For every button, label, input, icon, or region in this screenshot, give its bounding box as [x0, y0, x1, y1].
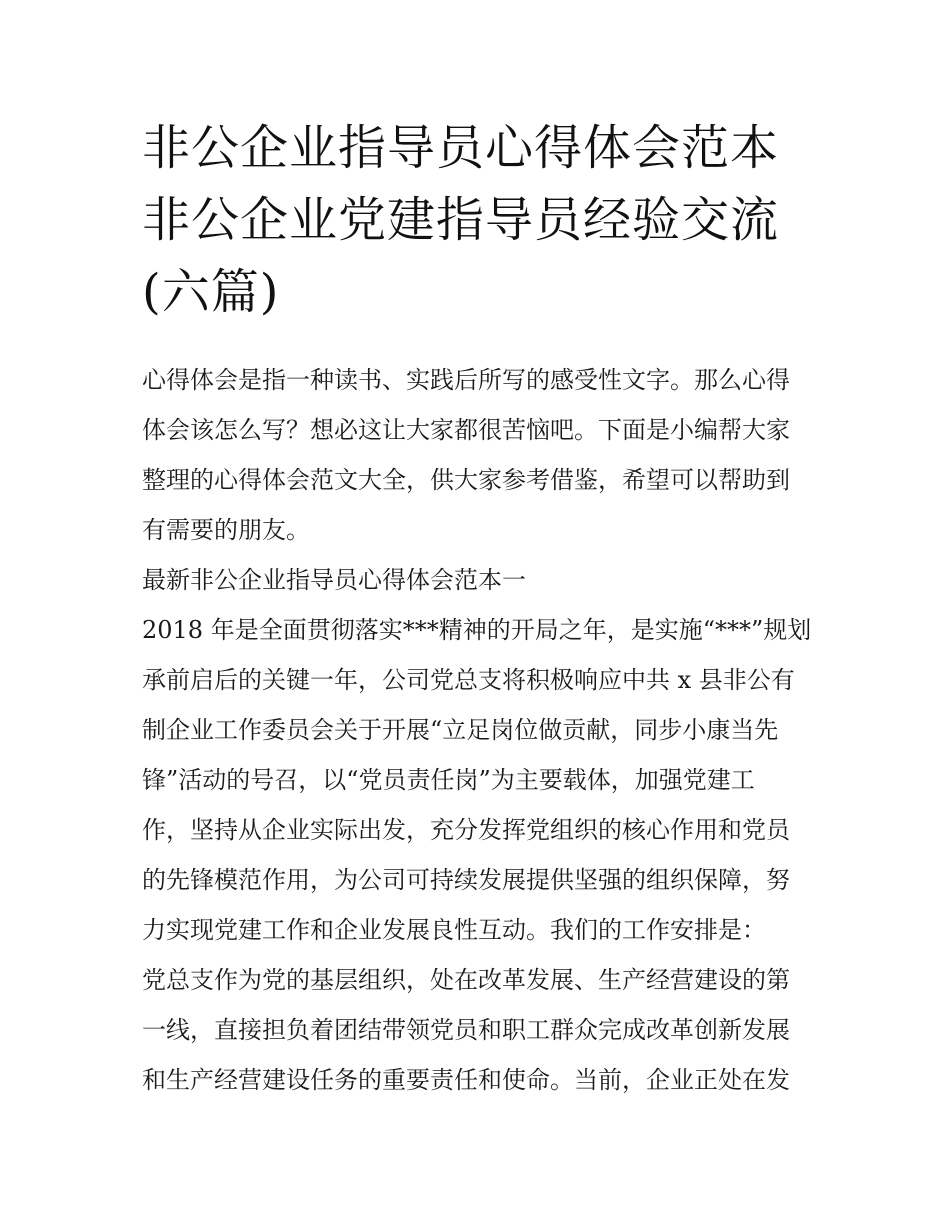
body-line: 的先锋模范作用，为公司可持续发展提供坚强的组织保障，努 — [142, 866, 790, 894]
body-line: 承前启后的关键一年，公司党总支将积极响应中共 x 县非公有 — [142, 666, 795, 694]
body-line: 体会该怎么写？想必这让大家都很苦恼吧。下面是小编帮大家 — [142, 416, 790, 444]
body-line: 2018 年是全面贯彻落实***精神的开局之年，是实施“***”规划 — [142, 616, 812, 644]
title-line: 非公企业指导员心得体会范本 — [142, 120, 780, 176]
document-title — [142, 112, 822, 328]
section-heading: 最新非公企业指导员心得体会范本一 — [142, 566, 526, 594]
body-line: 制企业工作委员会关于开展“立足岗位做贡献，同步小康当先 — [142, 716, 779, 744]
body-line: 整理的心得体会范文大全，供大家参考借鉴，希望可以帮助到 — [142, 466, 790, 494]
body-line: 作，坚持从企业实际出发，充分发挥党组织的核心作用和党员 — [142, 816, 790, 844]
title-line: (六篇) — [142, 264, 280, 320]
body-line: 一线，直接担负着团结带领党员和职工群众完成改革创新发展 — [142, 1016, 790, 1044]
body-line: 力实现党建工作和企业发展良性互动。我们的工作安排是： — [142, 916, 766, 944]
title-line: 非公企业党建指导员经验交流 — [142, 192, 780, 248]
body-line: 和生产经营建设任务的重要责任和使命。当前，企业正处在发 — [142, 1066, 790, 1094]
body-line: 锋”活动的号召，以“党员责任岗”为主要载体，加强党建工 — [142, 766, 755, 794]
body-line: 党总支作为党的基层组织，处在改革发展、生产经营建设的第 — [142, 966, 790, 994]
body-line: 心得体会是指一种读书、实践后所写的感受性文字。那么心得 — [142, 366, 790, 394]
body-line: 有需要的朋友。 — [142, 516, 310, 544]
document-body — [142, 355, 822, 1105]
